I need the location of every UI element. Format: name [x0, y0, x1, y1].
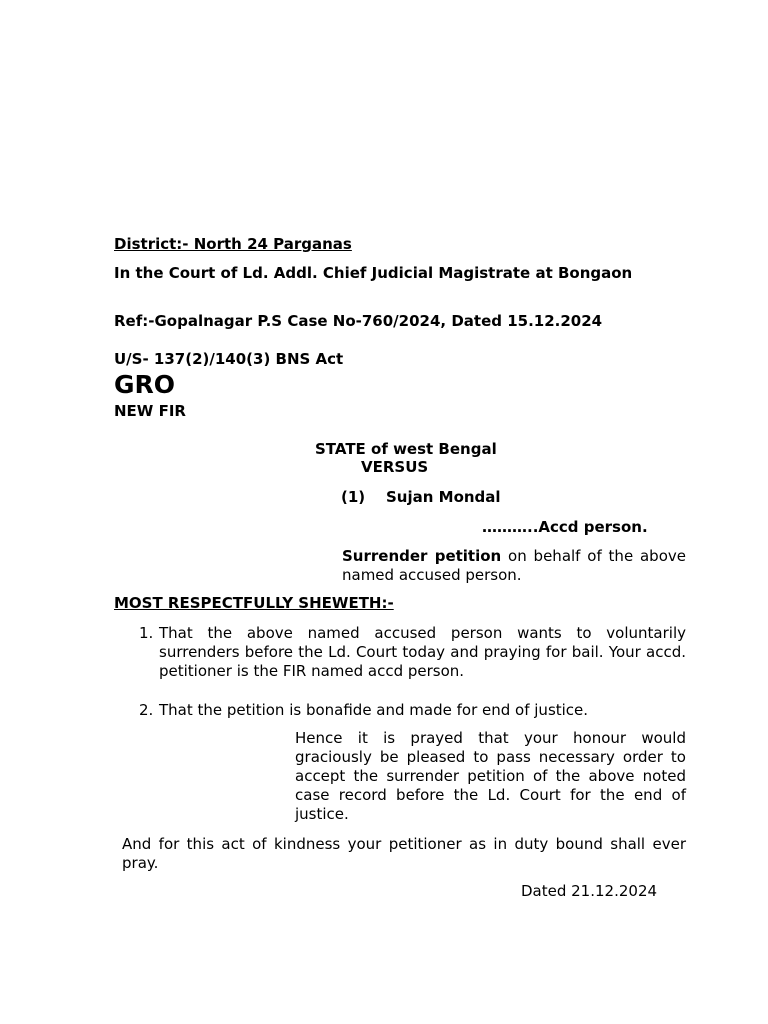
list-item: [114, 624, 686, 681]
petition-title-bold: Surrender petition: [342, 547, 502, 565]
state-party: STATE of west Bengal: [315, 440, 497, 458]
closing-paragraph: And for this act of kindness your petitioner as in duty bound shall ever pray.: [122, 835, 686, 872]
new-fir-label: NEW FIR: [114, 402, 186, 420]
list-item-text: That the above named accused person wants to voluntarily surrenders before the Ld. Court today and praying for bail. Your accd. petitioner is the FIR named accd person.: [159, 624, 686, 680]
court-heading: In the Court of Ld. Addl. Chief Judicial Magistrate at Bongaon: [114, 264, 633, 282]
list-item-number: 1.: [139, 624, 154, 642]
accused-entry: [341, 488, 501, 507]
list-item-number: 2.: [139, 701, 154, 719]
case-sections: U/S- 137(2)/140(3) BNS Act: [114, 350, 344, 368]
list-item: [114, 701, 686, 720]
petition-title-rest: on behalf of the above named accused person.: [342, 547, 686, 584]
list-item-text: That the petition is bonafide and made for end of justice.: [159, 701, 589, 719]
versus-label: VERSUS: [361, 458, 429, 476]
prayer-paragraph: Hence it is prayed that your honour would graciously be pleased to pass necessary order to accept the surrender petition of the above noted case record before the Ld. Court for the end of justice.: [295, 729, 686, 823]
case-reference: Ref:-Gopalnagar P.S Case No-760/2024, Dated 15.12.2024: [114, 312, 603, 330]
accused-number: (1): [341, 488, 366, 506]
gro-label: GRO: [114, 370, 176, 399]
petition-date: Dated 21.12.2024: [521, 882, 658, 900]
accused-person-label: ………..Accd person.: [482, 518, 648, 536]
petition-title: [342, 547, 686, 585]
district-heading: District:- North 24 Parganas: [114, 235, 352, 253]
sheweth-heading: MOST RESPECTFULLY SHEWETH:-: [114, 594, 394, 612]
accused-name: Sujan Mondal: [386, 488, 501, 506]
